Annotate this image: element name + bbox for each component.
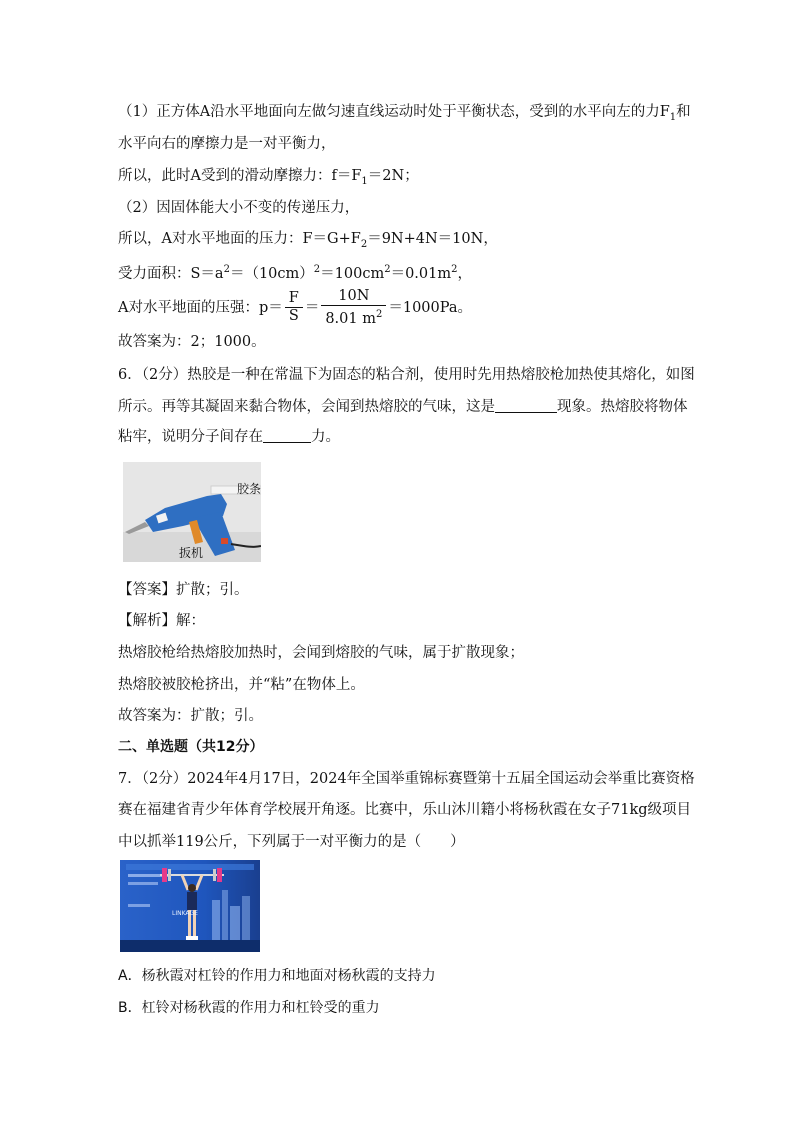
q6-final-answer: 故答案为：扩散；引。 (118, 708, 263, 724)
q7-stem-line3: 中以抓举119公斤，下列属于一对平衡力的是（ ） (118, 834, 465, 850)
solution-part2-line1: （2）因固体能大小不变的传递压力， (118, 200, 360, 216)
weightlifting-photo (120, 860, 260, 952)
glue-stick-label: 胶条 (237, 482, 261, 496)
q6-answer: 【答案】扩散；引。 (118, 582, 249, 598)
glue-gun-image (123, 462, 261, 562)
q6-stem-line3: 粘牢，说明分子间存在 力。 (118, 429, 340, 445)
trigger-label: 扳机 (179, 546, 204, 560)
q7-stem-line2: 赛在福建省青少年体育学校展开角逐。比赛中，乐山沐川籍小将杨秋霞在女子71kg级项目 (118, 802, 692, 818)
solution-part2-pressure-formula: A对水平地面的压强：p＝ $\frac{F}{S}$ ＝ $\frac{10N}{8.01 m^2}$ ＝1000Pa。 (118, 288, 473, 327)
solution-part1-line1: （1）正方体A沿水平地面向左做匀速直线运动时处于平衡状态，受到的水平向左的力$F_1$和 (118, 104, 691, 123)
q6-explanation-line2: 热熔胶被胶枪挤出，并“粘”在物体上。 (118, 677, 365, 693)
answer-line-q5: 故答案为：2；1000。 (118, 334, 266, 350)
solution-part1-line2: 水平向右的摩擦力是一对平衡力， (118, 136, 336, 152)
q7-stem-line1: 7．（2分）2024年4月17日，2024年全国举重锦标赛暨第十五届全国运动会举重比赛资格 (118, 771, 695, 787)
q6-stem-line1: 6．（2分）热胶是一种在常温下为固态的粘合剂，使用时先用热熔胶枪加热使其熔化，如图 (118, 367, 695, 383)
q6-blank-1[interactable] (495, 398, 557, 413)
solution-part2-line2: 所以，A对水平地面的压力：$F=G+F_2=9N+4N=10N$， (118, 231, 498, 250)
weightlifting-illustration (120, 860, 260, 952)
q7-option-a[interactable]: A．杨秋霞对杠铃的作用力和地面对杨秋霞的支持力 (118, 968, 436, 984)
banner-text: LINKAGE (172, 910, 198, 917)
fraction-f-over-s: $\frac{F}{S}$ (285, 290, 303, 325)
q6-stem-line2: 所示。再等其凝固来黏合物体，会闻到热熔胶的气味，这是 现象。热熔胶将物体 (118, 399, 688, 415)
q6-blank-2[interactable] (263, 428, 311, 443)
q7-option-b[interactable]: B．杠铃对杨秋霞的作用力和杠铃受的重力 (118, 1000, 380, 1016)
fraction-10n-over-area: $\frac{10N}{8.01 m^2}$ (321, 288, 386, 328)
section-heading-single-choice: 二、单选题（共12分） (118, 739, 264, 755)
solution-part2-line3: 受力面积：$S=a^2=(10cm)^2=100cm^2=0.01m^2$， (118, 264, 472, 282)
solution-part1-line3: 所以，此时A受到的滑动摩擦力：$f=F_1=2N$； (118, 168, 419, 187)
q6-analysis-heading: 【解析】解： (118, 613, 205, 629)
q6-explanation-line1: 热熔胶枪给热熔胶加热时，会闻到熔胶的气味，属于扩散现象； (118, 645, 524, 661)
